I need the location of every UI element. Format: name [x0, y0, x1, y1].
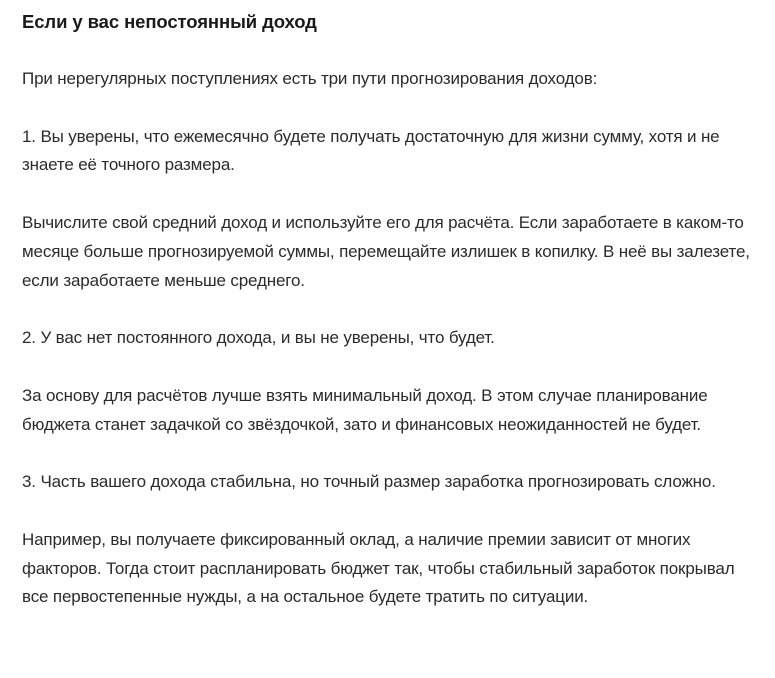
paragraph-option-1-advice: Вычислите свой средний доход и используйте его для расчёта. Если заработаете в каком-то месяце больше прогнозируемой суммы, перемещайте излишек в копилку. В неё вы залезете, если заработаете меньше среднего.	[22, 213, 750, 290]
paragraph-option-3-advice: Например, вы получаете фиксированный оклад, а наличие премии зависит от многих факторов. Тогда стоит распланировать бюджет так, чтобы стабильный заработок покрывал все первостепенные нужды, а на остальное будете тратить по ситуации.	[22, 530, 735, 607]
article-title: Если у вас непостоянный доход	[22, 11, 317, 32]
paragraph-option-1: 1. Вы уверены, что ежемесячно будете получать достаточную для жизни сумму, хотя и не знаете её точного размера.	[22, 126, 720, 175]
paragraph-option-2-advice: За основу для расчётов лучше взять минимальный доход. В этом случае планирование бюджета станет задачкой со звёздочкой, зато и финансовых неожиданностей не будет.	[22, 385, 708, 434]
paragraph-intro: При нерегулярных поступлениях есть три пути прогнозирования доходов:	[22, 69, 598, 88]
paragraph-option-2: 2. У вас нет постоянного дохода, и вы не уверены, что будет.	[22, 328, 495, 348]
paragraph-option-3: 3. Часть вашего дохода стабильна, но точный размер заработка прогнозировать сложно.	[22, 472, 716, 492]
